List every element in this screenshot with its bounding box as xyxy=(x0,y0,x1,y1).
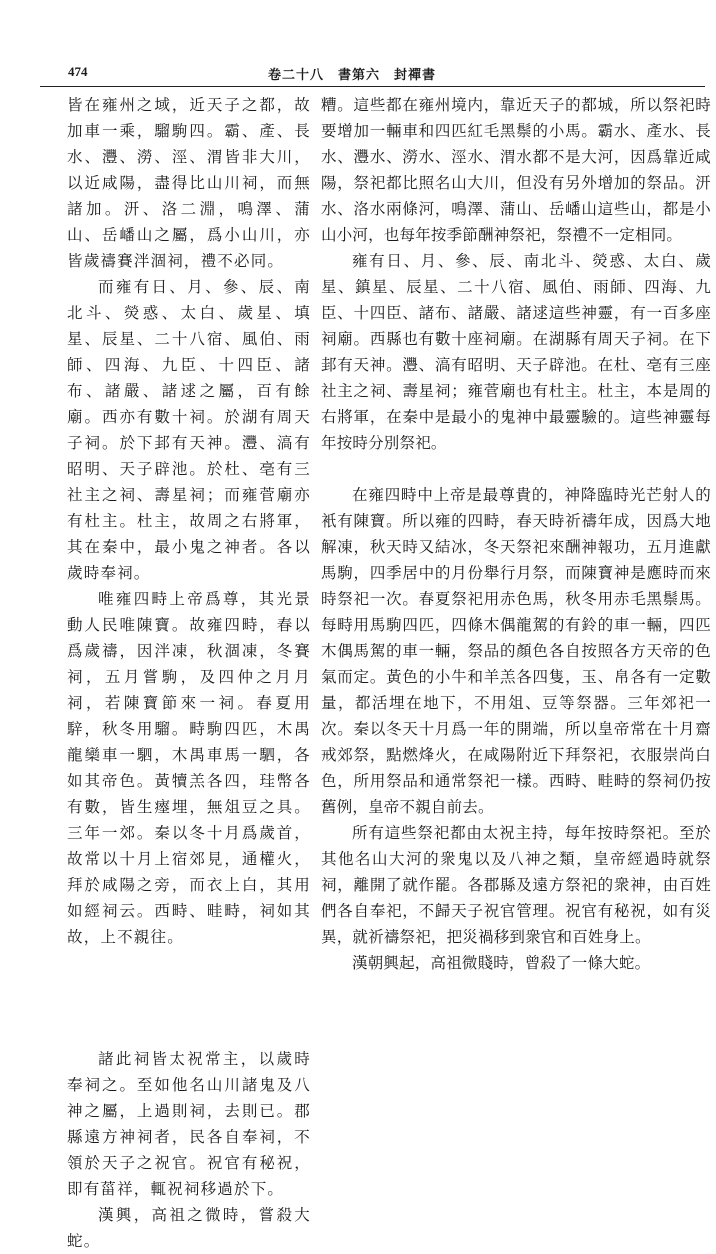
translation-paragraph: 糟。這些都在雍州境内，靠近天子的都城，所以祭祀時要增加一輛車和四匹紅毛黑鬃的小馬。霸水、產水、長水、灃水、澇水、涇水、渭水都不是大河，因爲靠近咸陽，祭祀都比照名山大川，但没有另外增加的祭品。汧水、洛水兩條河，鳴澤、蒲山、岳嶓山這些山，都是小山小河，也每年按季節酬神祭祀，祭禮不一定相同。 xyxy=(321,96,711,244)
original-text-column xyxy=(67,92,311,1250)
translation-paragraph: 雍有日、月、參、辰、南北斗、熒惑、太白、歲星、鎮星、辰星、二十八宿、風伯、雨師、四海、九臣、十四臣、諸布、諸嚴、諸逑這些神靈，有一百多座祠廟。西縣也有數十座祠廟。在湖縣有周天子祠。在下邽有天神。灃、滈有昭明、天子辟池。在杜、亳有三座社主之祠、壽星祠；雍菅廟也有杜主。杜主，本是周的右將軍，在秦中是最小的鬼神中最靈驗的。這些神靈每年按時分別祭祀。 xyxy=(321,252,711,452)
original-paragraph: 唯雍四畤上帝爲尊，其光景動人民唯陳寶。故雍四畤，春以爲歲禱，因泮凍，秋涸凍，冬賽祠，五月嘗駒，及四仲之月月祠，若陳寶節來一祠。春夏用騂，秋冬用騮。畤駒四匹，木禺龍欒車一駟，木禺車馬一駟，各如其帝色。黃犢羔各四，珪幣各有數，皆生瘞埋，無俎豆之具。三年一郊。秦以冬十月爲歲首，故常以十月上宿郊見，通權火，拜於咸陽之旁，而衣上白，其用如經祠云。西畤、畦畤，祠如其故，上不親往。 xyxy=(67,590,311,946)
paragraph-gap xyxy=(67,950,311,1046)
original-paragraph: 漢興，高祖之微時，嘗殺大蛇。 xyxy=(67,1206,311,1250)
page-number: 474 xyxy=(68,64,88,79)
original-paragraph: 皆在雍州之域，近天子之都，故加車一乘，騮駒四。霸、產、長水、灃、澇、涇、渭皆非大川，以近咸陽，盡得比山川祠，而無諸加。汧、洛二淵，鳴澤、蒲山、岳嶓山之屬，爲小山川，亦皆歲禱賽泮涸祠，禮不必同。 xyxy=(67,96,311,270)
translation-column xyxy=(321,92,711,992)
page-header xyxy=(40,64,695,86)
running-title: 卷二十八 書第六 封禪書 xyxy=(268,68,437,83)
original-paragraph: 而雍有日、月、參、辰、南北斗、熒惑、太白、歲星、填星、辰星、二十八宿、風伯、雨師、四海、九臣、十四臣、諸布、諸嚴、諸逑之屬，百有餘廟。西亦有數十祠。於湖有周天子祠。於下邽有天神。灃、滈有昭明、天子辟池。於杜、亳有三社主之祠、壽星祠；而雍菅廟亦有杜主。杜主，故周之右將軍，其在秦中，最小鬼之神者。各以歲時奉祠。 xyxy=(67,278,311,582)
translation-paragraph: 在雍四畤中上帝是最尊貴的，神降臨時光芒射人的衹有陳寶。所以雍的四畤，春天時祈禱年成，因爲大地解凍，秋天時又結冰，冬天祭祀來酬神報功，五月進獻馬駒，四季居中的月份舉行月祭，而陳寶神是應時而來時祭祀一次。春夏祭祀用赤色馬，秋冬用赤毛黑鬃馬。每畤用馬駒四匹，四條木偶龍駕的有鈴的車一輛，四匹木偶馬駕的車一輛，祭品的顏色各自按照各方天帝的色氣而定。黃色的小牛和羊羔各四隻，玉、帛各有一定數量，都活埋在地下，不用俎、豆等祭器。三年郊祀一次。秦以冬天十月爲一年的開端，所以皇帝常在十月齋戒郊祭，點燃烽火，在咸陽附近下拜祭祀，衣服崇尚白色，所用祭品和通常祭祀一樣。西畤、畦畤的祭祠仍按舊例，皇帝不親自前去。 xyxy=(321,486,711,816)
original-paragraph: 諸此祠皆太祝常主，以歲時奉祠之。至如他名山川諸鬼及八神之屬，上過則祠，去則已。郡縣遠方神祠者，民各自奉祠，不領於天子之祝官。祝官有秘祝，即有菑祥，輒祝祠移過於下。 xyxy=(67,1050,311,1198)
paragraph-gap xyxy=(321,456,711,482)
header-rule xyxy=(40,86,705,87)
translation-paragraph: 漢朝興起，高祖微賤時，曾殺了一條大蛇。 xyxy=(352,954,651,972)
translation-paragraph: 所有這些祭祀都由太祝主持，每年按時祭祀。至於其他名山大河的衆鬼以及八神之類，皇帝經過時就祭祠，離開了就作罷。各郡縣及遠方祭祀的衆神，由百姓們各自奉祀，不歸天子祝官管理。祝官有秘祝，如有災異，就祈禱祭祀，把災禍移到衆官和百姓身上。 xyxy=(321,824,711,946)
